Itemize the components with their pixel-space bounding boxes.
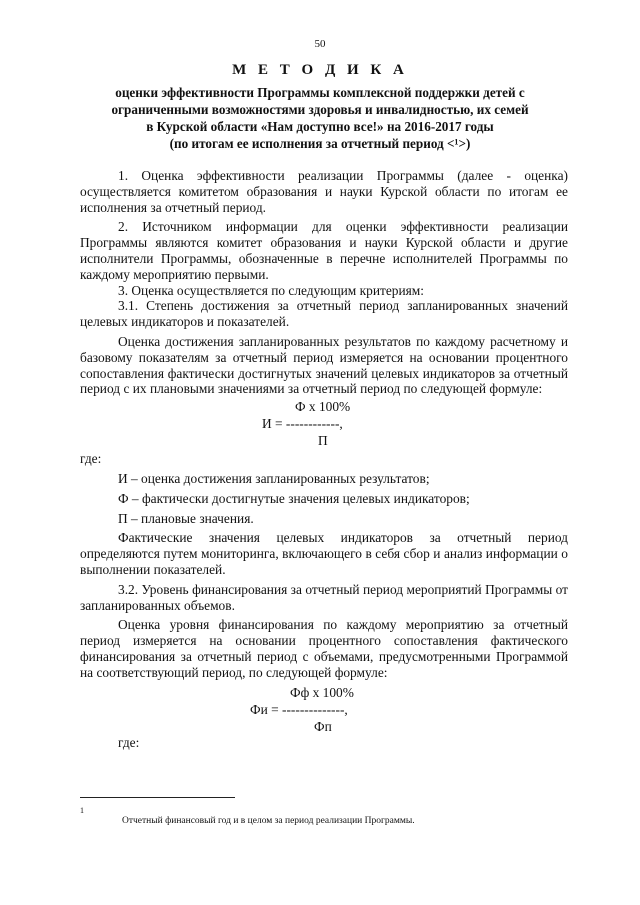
- footnote-divider: [80, 797, 235, 798]
- document-title: М Е Т О Д И К А: [232, 62, 408, 78]
- paragraph-actual-values: Фактические значения целевых индикаторов за отчетный период определяются путем мониторинга, включающего в себя сбор и анализ информации о выполнении показателей.: [80, 530, 568, 577]
- where-label: где:: [80, 451, 102, 467]
- subtitle-line: ограниченными возможностями здоровья и инвалидностью, их семей: [111, 102, 529, 117]
- paragraph-assessment: Оценка достижения запланированных результатов по каждому расчетному и базовому показателям за отчетный период измеряется на основании процентного сопоставления фактически достигнутых значений целевых индикаторов за отчетный период с их плановыми значениями за отчетный период по следующей формуле:: [80, 333, 568, 397]
- formula-denominator: Фп: [314, 718, 332, 734]
- definition-f: Ф – фактически достигнутые значения целевых индикаторов;: [118, 490, 470, 506]
- subtitle-line: оценки эффективности Программы комплексной поддержки детей с: [115, 85, 525, 100]
- subtitle-line: (по итогам ее исполнения за отчетный период <¹>): [169, 136, 471, 151]
- paragraph-3-2: 3.2. Уровень финансирования за отчетный период мероприятий Программы от запланированных объемов.: [80, 581, 568, 613]
- paragraph-3-1: 3.1. Степень достижения за отчетный период запланированных значений целевых индикаторов и показателей.: [80, 298, 568, 330]
- paragraph-financing: Оценка уровня финансирования по каждому мероприятию за отчетный период измеряется на основании процентного сопоставления фактического финансирования за отчетный период с объемами, предусмотренными Программой на соответствующий период, по следующей формуле:: [80, 617, 568, 680]
- footnote-text: Отчетный финансовый год и в целом за период реализации Программы.: [122, 816, 415, 826]
- formula-achievement: [80, 397, 568, 451]
- definition-i: И – оценка достижения запланированных результатов;: [118, 470, 430, 486]
- where-label: где:: [118, 734, 140, 750]
- formula-financing: [80, 681, 568, 735]
- formula-numerator: Фф х 100%: [290, 684, 354, 700]
- formula-lhs: Фи = --------------,: [250, 701, 348, 717]
- formula-denominator: П: [318, 433, 328, 449]
- subtitle-line: в Курской области «Нам доступно все!» на 2016-2017 годы: [146, 119, 494, 134]
- paragraph-3: 3. Оценка осуществляется по следующим критериям:: [118, 282, 424, 298]
- paragraph-1: 1. Оценка эффективности реализации Программы (далее - оценка) осуществляется комитетом образования и науки Курской области по итогам ее исполнения за отчетный период.: [80, 168, 568, 215]
- footnote-mark: 1: [80, 806, 84, 815]
- paragraph-2: 2. Источником информации для оценки эффективности реализации Программы являются комитет образования и науки Курской области и другие исполнители Программы, обозначенные в перечне исполнителей Программы по каждому мероприятию первыми.: [80, 219, 568, 282]
- definition-p: П – плановые значения.: [118, 510, 254, 526]
- document-subtitle: [0, 84, 640, 152]
- formula-numerator: Ф х 100%: [295, 399, 351, 415]
- formula-lhs: И = ------------,: [262, 416, 343, 432]
- document-body: [80, 168, 568, 750]
- page-number: 50: [314, 38, 326, 50]
